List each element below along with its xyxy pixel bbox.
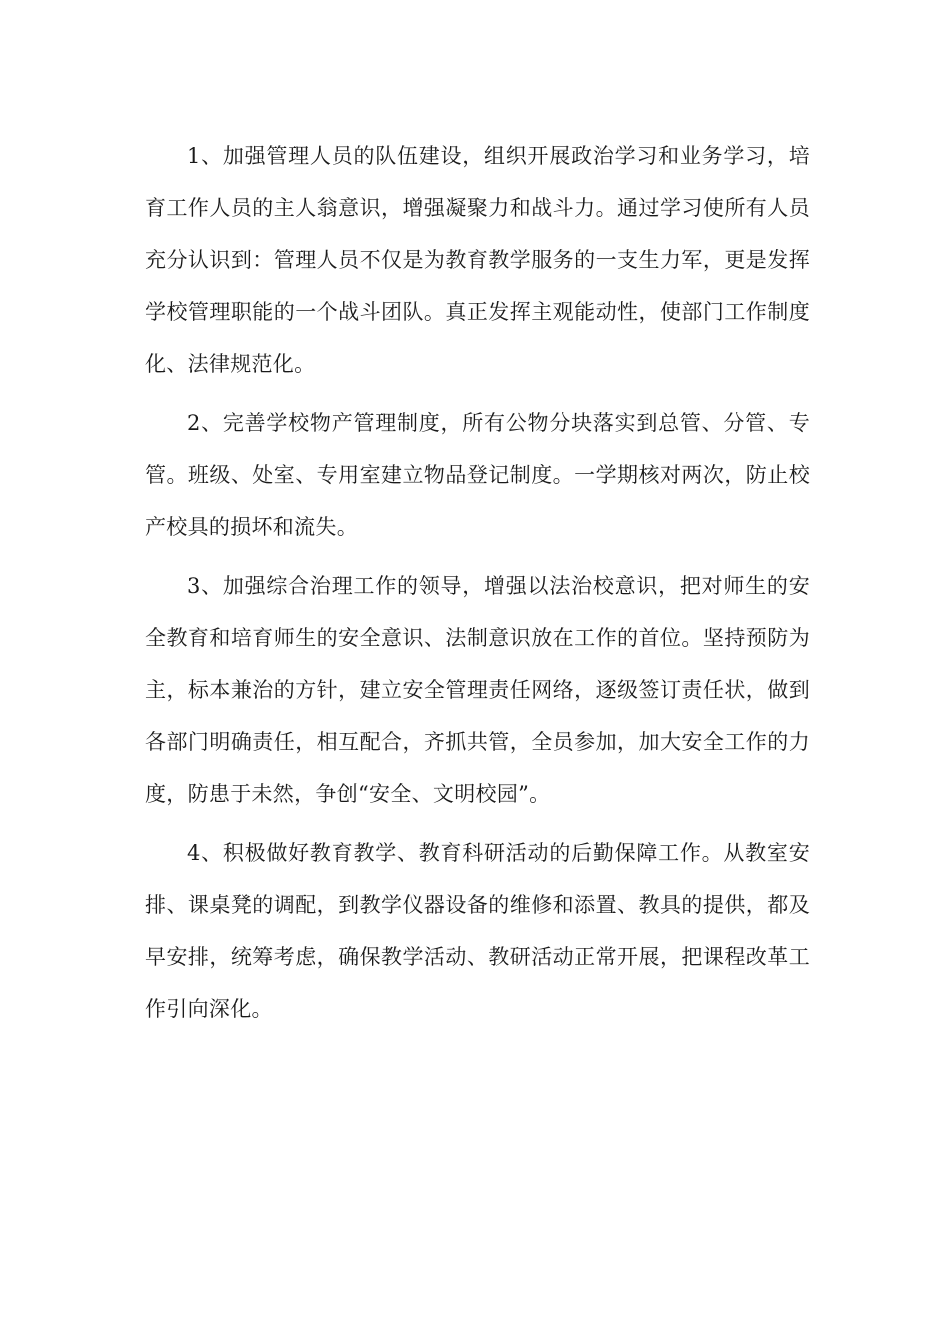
paragraph-4: 4、积极做好教育教学、教育科研活动的后勤保障工作。从教室安排、课桌凳的调配，到教学仪器设备的维修和添置、教具的提供，都及早安排，统筹考虑，确保教学活动、教研活动正常开展，把课程改革工作引向深化。	[145, 841, 810, 1021]
paragraph-2: 2、完善学校物产管理制度，所有公物分块落实到总管、分管、专管。班级、处室、专用室建立物品登记制度。一学期核对两次，防止校产校具的损坏和流失。	[145, 411, 810, 539]
paragraph-3: 3、加强综合治理工作的领导，增强以法治校意识，把对师生的安全教育和培育师生的安全意识、法制意识放在工作的首位。坚持预防为主，标本兼治的方针，建立安全管理责任网络，逐级签订责任状，做到各部门明确责任，相互配合，齐抓共管，全员参加，加大安全工作的力度，防患于未然，争创“安全、文明校园”。	[145, 574, 810, 806]
paragraph-1: 1、加强管理人员的队伍建设，组织开展政治学习和业务学习，培育工作人员的主人翁意识，增强凝聚力和战斗力。通过学习使所有人员充分认识到：管理人员不仅是为教育教学服务的一支生力军，更是发挥学校管理职能的一个战斗团队。真正发挥主观能动性，使部门工作制度化、法律规范化。	[145, 144, 810, 376]
document-body	[145, 130, 810, 1042]
